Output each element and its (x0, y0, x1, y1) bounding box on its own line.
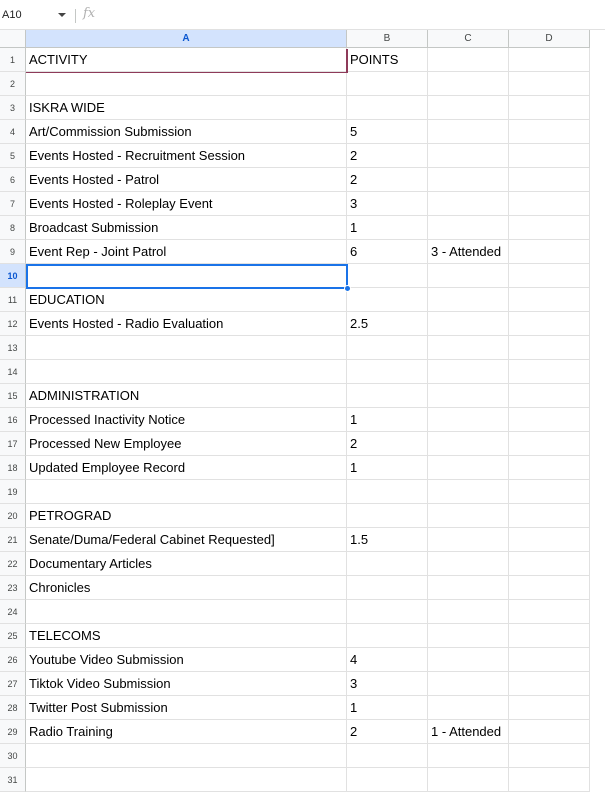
cell-b8[interactable]: 1 (347, 216, 428, 240)
fx-icon: fx (83, 6, 96, 21)
cell-b9[interactable]: 6 (347, 240, 428, 264)
cell-a10[interactable] (26, 264, 347, 288)
cell-b13[interactable] (347, 336, 428, 360)
cell-d1[interactable] (509, 48, 590, 72)
column-header-c[interactable]: C (428, 30, 509, 48)
cell-a21[interactable]: Senate/Duma/Federal Cabinet Requested] (26, 528, 347, 552)
cell-d18[interactable] (509, 456, 590, 480)
cell-c11[interactable] (428, 288, 509, 312)
row-header-27[interactable]: 27 (0, 672, 26, 696)
cell-c29[interactable]: 1 - Attended (428, 720, 509, 744)
row-header-15[interactable]: 15 (0, 384, 26, 408)
cell-c7[interactable] (428, 192, 509, 216)
cell-d8[interactable] (509, 216, 590, 240)
row-header-29[interactable]: 29 (0, 720, 26, 744)
cell-b22[interactable] (347, 552, 428, 576)
row-header-10[interactable]: 10 (0, 264, 26, 288)
cell-d23[interactable] (509, 576, 590, 600)
cell-b6[interactable]: 2 (347, 168, 428, 192)
cell-a14[interactable] (26, 360, 347, 384)
row-header-18[interactable]: 18 (0, 456, 26, 480)
cell-a20[interactable]: PETROGRAD (26, 504, 347, 528)
formula-separator (75, 9, 76, 23)
row-header-13[interactable]: 13 (0, 336, 26, 360)
cell-b18[interactable]: 1 (347, 456, 428, 480)
cell-b24[interactable] (347, 600, 428, 624)
cell-c28[interactable] (428, 696, 509, 720)
cell-d11[interactable] (509, 288, 590, 312)
cell-a8[interactable]: Broadcast Submission (26, 216, 347, 240)
cell-a9[interactable]: Event Rep - Joint Patrol (26, 240, 347, 264)
row-header-11[interactable]: 11 (0, 288, 26, 312)
cell-c26[interactable] (428, 648, 509, 672)
cell-d5[interactable] (509, 144, 590, 168)
cell-b28[interactable]: 1 (347, 696, 428, 720)
cell-b26[interactable]: 4 (347, 648, 428, 672)
cell-c14[interactable] (428, 360, 509, 384)
row-header-26[interactable]: 26 (0, 648, 26, 672)
row-header-1[interactable]: 1 (0, 48, 26, 72)
cell-b12[interactable]: 2.5 (347, 312, 428, 336)
cell-d9[interactable] (509, 240, 590, 264)
cell-d21[interactable] (509, 528, 590, 552)
cell-c20[interactable] (428, 504, 509, 528)
cell-a24[interactable] (26, 600, 347, 624)
cell-b30[interactable] (347, 744, 428, 768)
row-header-24[interactable]: 24 (0, 600, 26, 624)
cell-b3[interactable] (347, 96, 428, 120)
spreadsheet-grid (0, 30, 605, 789)
cell-a17[interactable]: Processed New Employee (26, 432, 347, 456)
row-header-30[interactable]: 30 (0, 744, 26, 768)
cell-d16[interactable] (509, 408, 590, 432)
cell-d14[interactable] (509, 360, 590, 384)
cell-b11[interactable] (347, 288, 428, 312)
row-header-12[interactable]: 12 (0, 312, 26, 336)
row-header-9[interactable]: 9 (0, 240, 26, 264)
row-header-19[interactable]: 19 (0, 480, 26, 504)
cell-a13[interactable] (26, 336, 347, 360)
cell-c15[interactable] (428, 384, 509, 408)
cell-d22[interactable] (509, 552, 590, 576)
cell-a28[interactable]: Twitter Post Submission (26, 696, 347, 720)
cell-b25[interactable] (347, 624, 428, 648)
cell-a2[interactable] (26, 72, 347, 96)
cell-c17[interactable] (428, 432, 509, 456)
cell-c22[interactable] (428, 552, 509, 576)
row-header-8[interactable]: 8 (0, 216, 26, 240)
cell-a22[interactable]: Documentary Articles (26, 552, 347, 576)
cell-a31[interactable] (26, 768, 347, 792)
cell-b2[interactable] (347, 72, 428, 96)
cell-c1[interactable] (428, 48, 509, 72)
cell-a12[interactable]: Events Hosted - Radio Evaluation (26, 312, 347, 336)
cell-b5[interactable]: 2 (347, 144, 428, 168)
cell-c2[interactable] (428, 72, 509, 96)
row-header-17[interactable]: 17 (0, 432, 26, 456)
row-header-21[interactable]: 21 (0, 528, 26, 552)
cell-d30[interactable] (509, 744, 590, 768)
cell-d15[interactable] (509, 384, 590, 408)
cell-a7[interactable]: Events Hosted - Roleplay Event (26, 192, 347, 216)
cell-b15[interactable] (347, 384, 428, 408)
formula-bar (0, 0, 605, 30)
cell-b7[interactable]: 3 (347, 192, 428, 216)
column-header-d[interactable]: D (509, 30, 590, 48)
cell-d19[interactable] (509, 480, 590, 504)
cell-d7[interactable] (509, 192, 590, 216)
cell-a27[interactable]: Tiktok Video Submission (26, 672, 347, 696)
cell-d4[interactable] (509, 120, 590, 144)
cell-a11[interactable]: EDUCATION (26, 288, 347, 312)
row-header-3[interactable]: 3 (0, 96, 26, 120)
cell-c18[interactable] (428, 456, 509, 480)
row-header-5[interactable]: 5 (0, 144, 26, 168)
fill-handle[interactable] (344, 285, 351, 292)
cell-b29[interactable]: 2 (347, 720, 428, 744)
cell-b1-border-accent (346, 49, 348, 73)
cell-a1[interactable]: ACTIVITY (26, 48, 347, 72)
row-header-16[interactable]: 16 (0, 408, 26, 432)
cell-b4[interactable]: 5 (347, 120, 428, 144)
cell-b21[interactable]: 1.5 (347, 528, 428, 552)
cell-c16[interactable] (428, 408, 509, 432)
cell-b14[interactable] (347, 360, 428, 384)
column-header-a[interactable]: A (26, 30, 347, 48)
cell-a30[interactable] (26, 744, 347, 768)
cell-a19[interactable] (26, 480, 347, 504)
cell-d13[interactable] (509, 336, 590, 360)
cell-d6[interactable] (509, 168, 590, 192)
cell-a15[interactable]: ADMINISTRATION (26, 384, 347, 408)
cell-d3[interactable] (509, 96, 590, 120)
row-header-31[interactable]: 31 (0, 768, 26, 792)
cell-c9[interactable]: 3 - Attended (428, 240, 509, 264)
row-header-4[interactable]: 4 (0, 120, 26, 144)
cell-d26[interactable] (509, 648, 590, 672)
cell-c10[interactable] (428, 264, 509, 288)
row-header-2[interactable]: 2 (0, 72, 26, 96)
row-header-25[interactable]: 25 (0, 624, 26, 648)
cell-c23[interactable] (428, 576, 509, 600)
cell-a25[interactable]: TELECOMS (26, 624, 347, 648)
cell-c5[interactable] (428, 144, 509, 168)
cell-b31[interactable] (347, 768, 428, 792)
cell-c27[interactable] (428, 672, 509, 696)
cell-c8[interactable] (428, 216, 509, 240)
cell-b23[interactable] (347, 576, 428, 600)
column-header-b[interactable]: B (347, 30, 428, 48)
formula-input[interactable] (104, 3, 599, 27)
cell-d29[interactable] (509, 720, 590, 744)
row-header-28[interactable]: 28 (0, 696, 26, 720)
row-header-20[interactable]: 20 (0, 504, 26, 528)
cell-c3[interactable] (428, 96, 509, 120)
cell-d20[interactable] (509, 504, 590, 528)
cell-d10[interactable] (509, 264, 590, 288)
cell-a5[interactable]: Events Hosted - Recruitment Session (26, 144, 347, 168)
row-header-14[interactable]: 14 (0, 360, 26, 384)
cell-a1-border-accent (26, 72, 346, 73)
cell-d2[interactable] (509, 72, 590, 96)
cell-b16[interactable]: 1 (347, 408, 428, 432)
cell-d31[interactable] (509, 768, 590, 792)
cell-c30[interactable] (428, 744, 509, 768)
cell-a18[interactable]: Updated Employee Record (26, 456, 347, 480)
cell-d27[interactable] (509, 672, 590, 696)
cell-b1[interactable]: POINTS (347, 48, 428, 72)
cell-c4[interactable] (428, 120, 509, 144)
row-header-22[interactable]: 22 (0, 552, 26, 576)
cell-c6[interactable] (428, 168, 509, 192)
cell-d17[interactable] (509, 432, 590, 456)
cell-c25[interactable] (428, 624, 509, 648)
cell-d28[interactable] (509, 696, 590, 720)
cell-a26[interactable]: Youtube Video Submission (26, 648, 347, 672)
row-header-7[interactable]: 7 (0, 192, 26, 216)
cell-d12[interactable] (509, 312, 590, 336)
cell-c21[interactable] (428, 528, 509, 552)
cell-a4[interactable]: Art/Commission Submission (26, 120, 347, 144)
cell-c24[interactable] (428, 600, 509, 624)
cell-b27[interactable]: 3 (347, 672, 428, 696)
cell-c12[interactable] (428, 312, 509, 336)
name-box[interactable] (0, 0, 74, 30)
cell-a16[interactable]: Processed Inactivity Notice (26, 408, 347, 432)
cell-a3[interactable]: ISKRA WIDE (26, 96, 347, 120)
cell-b20[interactable] (347, 504, 428, 528)
row-header-23[interactable]: 23 (0, 576, 26, 600)
cell-a6[interactable]: Events Hosted - Patrol (26, 168, 347, 192)
cell-b10[interactable] (347, 264, 428, 288)
cell-b19[interactable] (347, 480, 428, 504)
cell-d24[interactable] (509, 600, 590, 624)
cell-d25[interactable] (509, 624, 590, 648)
cell-c19[interactable] (428, 480, 509, 504)
cell-reference: A10 (2, 9, 22, 21)
cell-a23[interactable]: Chronicles (26, 576, 347, 600)
select-all-corner[interactable] (0, 30, 26, 48)
cell-c13[interactable] (428, 336, 509, 360)
cell-c31[interactable] (428, 768, 509, 792)
dropdown-arrow-icon[interactable] (58, 13, 66, 17)
cell-b17[interactable]: 2 (347, 432, 428, 456)
row-header-6[interactable]: 6 (0, 168, 26, 192)
cell-a29[interactable]: Radio Training (26, 720, 347, 744)
